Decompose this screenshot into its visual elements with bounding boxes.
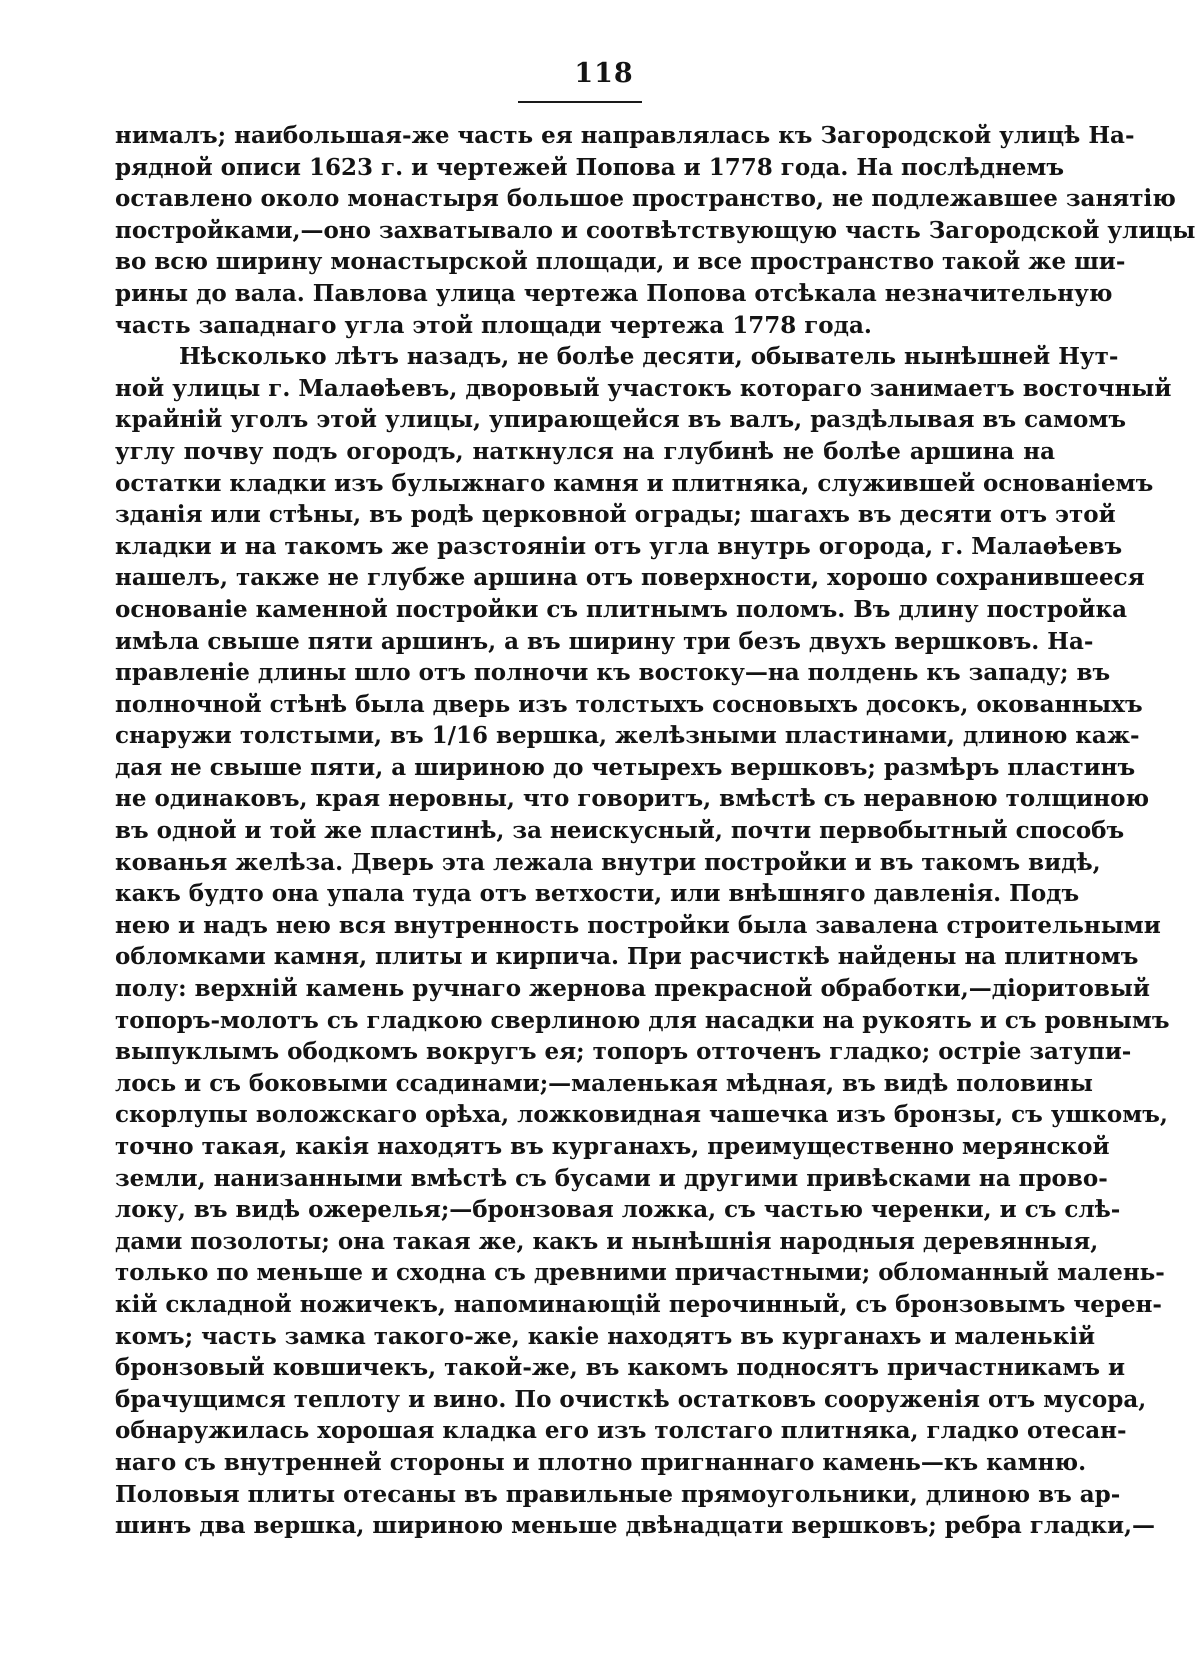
text-line: наго съ внутренней стороны и плотно пригнаннаго камень—къ камню. [115,1448,1087,1476]
text-line: ной улицы г. Малаѳѣевъ, дворовый участокъ котораго занимаетъ восточный [115,374,1172,402]
text-line: обнаружилась хорошая кладка его изъ толстаго плитняка, гладко отесан- [115,1417,1127,1445]
text-line: оставлено около монастыря большое пространство, не подлежавшее занятію [115,185,1176,213]
text-line: не одинаковъ, края неровны, что говоритъ, вмѣстѣ съ неравною толщиною [115,785,1150,813]
text-line: полночной стѣнѣ была дверь изъ толстыхъ сосновыхъ досокъ, окованныхъ [115,690,1143,718]
text-line: комъ; часть замка такого-же, какіе находятъ въ курганахъ и маленькій [115,1322,1096,1350]
text-line: земли, нанизанными вмѣстѣ съ бусами и другими привѣсками на прово- [115,1164,1108,1192]
text-line: кованья желѣза. Дверь эта лежала внутри постройки и въ такомъ видѣ, [115,848,1101,876]
text-line: нималъ; наибольшая-же часть ея направлялась къ Загородской улицѣ На- [115,122,1135,149]
text-line: часть западнаго угла этой площади чертежа 1778 года. [115,311,872,339]
text-line: рядной описи 1623 г. и чертежей Попова и 1778 года. На послѣднемъ [115,153,1065,181]
text-line: основаніе каменной постройки съ плитнымъ поломъ. Въ длину постройка [115,595,1127,623]
text-line: крайній уголъ этой улицы, упирающейся въ валъ, раздѣлывая въ самомъ [115,406,1127,434]
text-line: Нѣсколько лѣтъ назадъ, не болѣе десяти, обыватель нынѣшней Нут- [179,343,1119,371]
text-line: правленіе длины шло отъ полночи къ востоку—на полдень къ западу; въ [115,659,1111,687]
text-line: выпуклымъ ободкомъ вокругъ ея; топоръ отточенъ гладко; остріе затупи- [115,1038,1132,1066]
text-line: бронзовый ковшичекъ, такой-же, въ какомъ подносятъ причастникамъ и [115,1354,1126,1382]
text-line: кій складной ножичекъ, напоминающій перочинный, съ бронзовымъ черен- [115,1290,1162,1318]
text-line: шинъ два вершка, шириною меньше двѣнадцати вершковъ; ребра гладки,— [115,1512,1156,1540]
text-line: только по меньше и сходна съ древними причастными; обломанный малень- [115,1259,1165,1287]
text-line: брачущимся теплоту и вино. По очисткѣ остатковъ сооруженія отъ мусора, [115,1385,1147,1413]
text-line: остатки кладки изъ булыжнаго камня и плитняка, служившей основаніемъ [115,469,1154,497]
text-line: рины до вала. Павлова улица чертежа Попова отсѣкала незначительную [115,279,1113,307]
text-line: полу: верхній камень ручнаго жернова прекрасной обработки,—діоритовый [115,975,1150,1003]
body-text [115,120,1195,1542]
page-number-rule [518,101,642,103]
text-line: нею и надъ нею вся внутренность постройки была завалена строительными [115,911,1161,939]
text-line: обломками камня, плиты и кирпича. При расчисткѣ найдены на плитномъ [115,943,1139,971]
text-line: нашелъ, также не глубже аршина отъ поверхности, хорошо сохранившееся [115,564,1145,592]
text-line: имѣла свыше пяти аршинъ, а въ ширину три безъ двухъ вершковъ. На- [115,627,1094,655]
text-line: какъ будто она упала туда отъ ветхости, или внѣшняго давленія. Подъ [115,880,1080,908]
text-line: лось и съ боковыми ссадинами;—маленькая мѣдная, въ видѣ половины [115,1069,1093,1097]
text-line: кладки и на такомъ же разстояніи отъ угла внутрь огорода, г. Малаѳѣевъ [115,532,1123,560]
text-line: зданія или стѣны, въ родѣ церковной ограды; шагахъ въ десяти отъ этой [115,501,1116,529]
text-line: дая не свыше пяти, а шириною до четырехъ вершковъ; размѣръ пластинъ [115,753,1136,781]
page-number: 118 [574,58,634,89]
text-line: скорлупы воложскаго орѣха, ложковидная чашечка изъ бронзы, съ ушкомъ, [115,1101,1168,1129]
text-line: въ одной и той же пластинѣ, за неискусный, почти первобытный способъ [115,817,1125,845]
text-line: точно такая, какія находятъ въ курганахъ, преимущественно мерянской [115,1133,1110,1160]
text-line: локу, въ видѣ ожерелья;—бронзовая ложка, съ частью черенки, и съ слѣ- [115,1196,1121,1224]
text-line: углу почву подъ огородъ, наткнулся на глубинѣ не болѣе аршина на [115,437,1055,465]
text-line: дами позолоты; она такая же, какъ и нынѣшнія народныя деревянныя, [115,1227,1099,1255]
text-line: во всю ширину монастырской площади, и все пространство такой же ши- [115,248,1126,276]
text-line: снаружи толстыми, въ 1/16 вершка, желѣзными пластинами, длиною каж- [115,722,1140,750]
text-line: Половыя плиты отесаны въ правильные прямоугольники, длиною въ ар- [115,1480,1121,1508]
text-line: постройками,—оно захватывало и соотвѣтствующую часть Загородской улицы [115,216,1195,244]
text-line: топоръ-молотъ съ гладкою сверлиною для насадки на рукоять и съ ровнымъ [115,1006,1170,1034]
